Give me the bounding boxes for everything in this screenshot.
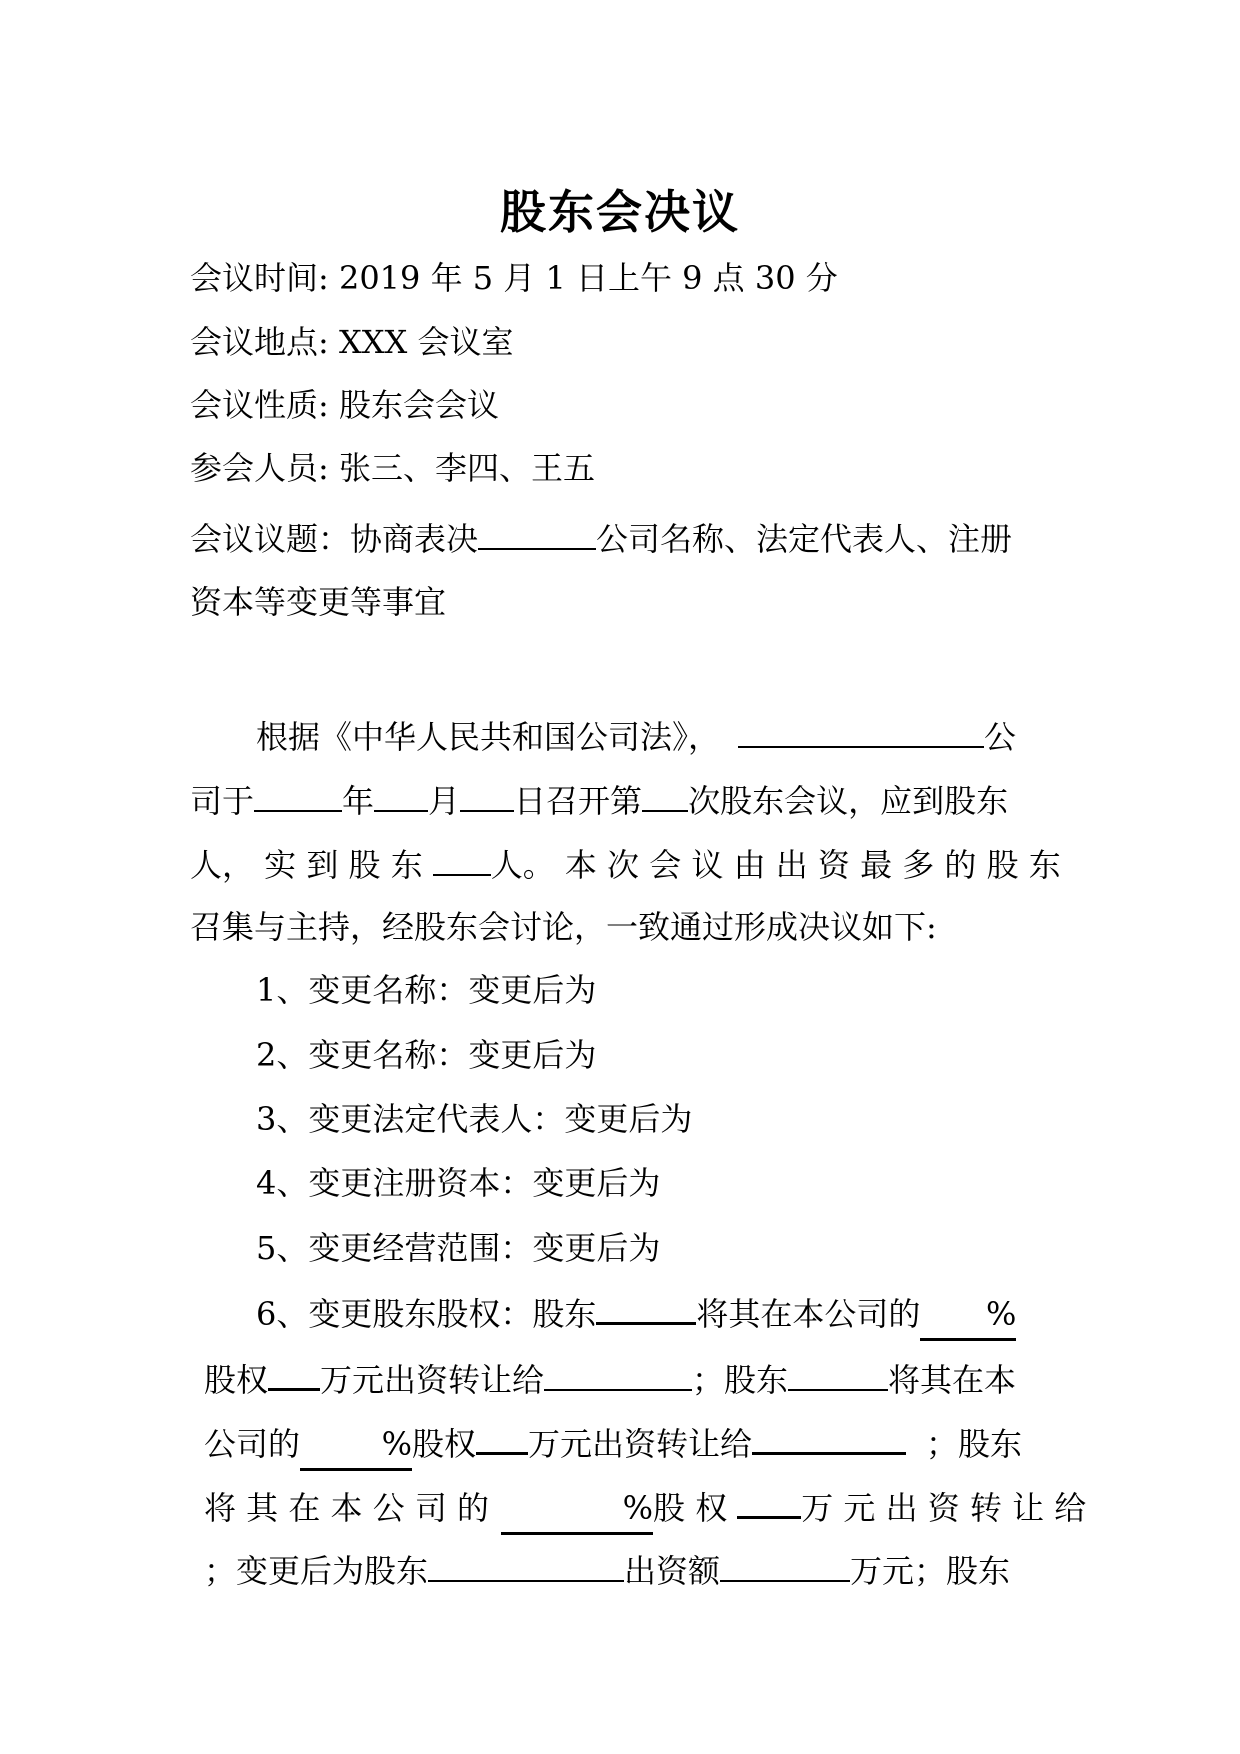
- body-line-9: [204, 1482, 1087, 1535]
- para1-text: 根据《中华人民共和国公司法》，: [256, 718, 721, 756]
- list-item-6: [256, 1288, 1126, 1341]
- meeting-topic-line2: 资本等变更等事宜: [190, 583, 447, 621]
- list-item: 5、变更经营范围：变更后为: [256, 1229, 661, 1267]
- l7-text-a: 股权: [204, 1361, 269, 1399]
- meeting-topic-line1: [190, 514, 1060, 563]
- body-line-10: [204, 1546, 1074, 1595]
- l8-text-c: 万元出资转让给: [528, 1425, 753, 1463]
- attendees: 参会人员: 张三、李四、王五: [190, 449, 595, 487]
- blank-amount[interactable]: [737, 1482, 801, 1519]
- blank-month[interactable]: [374, 776, 428, 812]
- blank-shareholder[interactable]: [596, 1288, 696, 1325]
- meeting-place: 会议地点: XXX 会议室: [190, 323, 514, 361]
- para2-text-d: 日召开第: [514, 782, 643, 820]
- l10-text-a: ；变更后为股东: [204, 1552, 429, 1590]
- blank-transferee[interactable]: [544, 1355, 692, 1391]
- percent-field[interactable]: %: [920, 1290, 1016, 1341]
- meeting-nature: 会议性质: 股东会会议: [190, 386, 499, 424]
- para3-text-b: 人。 本 次 会 议 由 出 资 最 多 的 股 东: [490, 846, 1061, 884]
- page-title: 股东会决议: [500, 185, 740, 239]
- percent-field[interactable]: %: [501, 1484, 653, 1535]
- para2-text-e: 次股东会议，应到股东: [688, 782, 1009, 820]
- blank-field[interactable]: [738, 712, 984, 748]
- body-line-7: [204, 1354, 1074, 1404]
- l8-text-a: 公司的: [204, 1425, 301, 1463]
- blank-capital[interactable]: [720, 1546, 850, 1582]
- blank-amount[interactable]: [476, 1418, 528, 1455]
- body-para-line2: [190, 776, 1060, 825]
- topic-suffix: 公司名称、法定代表人、注册: [596, 520, 1013, 558]
- l9-text-b: 股 权: [653, 1489, 728, 1527]
- blank-session[interactable]: [642, 776, 688, 812]
- body-line-8: [204, 1418, 1074, 1471]
- l8-text-b: 股权: [412, 1425, 477, 1463]
- l8-text-d: ；股东: [926, 1425, 1023, 1463]
- para1-end: 公: [984, 718, 1017, 756]
- meeting-time: 会议时间: 2019 年 5 月 1 日上午 9 点 30 分: [190, 259, 838, 297]
- blank-day[interactable]: [460, 776, 514, 812]
- l7-text-b: 万元出资转让给: [320, 1361, 545, 1399]
- topic-prefix: 会议议题：协商表决: [190, 520, 479, 558]
- para2-text-a: 司于: [190, 782, 255, 820]
- para2-text-b: 年: [342, 782, 375, 820]
- para3-text-a: 人， 实 到 股 东: [190, 846, 423, 884]
- l9-text-a: 将 其 在 本 公 司 的: [204, 1489, 490, 1527]
- blank-year[interactable]: [254, 776, 342, 812]
- l10-text-b: 出资额: [624, 1552, 721, 1590]
- list-item: 4、变更注册资本：变更后为: [256, 1164, 661, 1202]
- blank-shareholder[interactable]: [428, 1546, 624, 1582]
- list-item: 2、变更名称：变更后为: [256, 1036, 597, 1074]
- item6-text-a: 6、变更股东股权：股东: [256, 1295, 597, 1333]
- l7-text-d: 将其在本: [888, 1361, 1017, 1399]
- body-para-line1: [190, 712, 1060, 761]
- blank-amount[interactable]: [268, 1354, 320, 1391]
- body-para-line4: 召集与主持，经股东会讨论，一致通过形成决议如下:: [190, 908, 937, 946]
- l7-text-c: ；股东: [692, 1361, 789, 1399]
- item6-text-b: 将其在本公司的: [696, 1295, 921, 1333]
- para2-text-c: 月: [428, 782, 461, 820]
- list-item: 3、变更法定代表人：变更后为: [256, 1100, 693, 1138]
- blank-transferee[interactable]: [752, 1418, 906, 1455]
- l9-text-c: 万 元 出 资 转 让 给: [801, 1489, 1087, 1527]
- l10-text-c: 万元；股东: [850, 1552, 1011, 1590]
- blank-field[interactable]: [478, 514, 596, 550]
- percent-field[interactable]: %: [300, 1420, 412, 1471]
- blank-shareholder[interactable]: [788, 1355, 888, 1391]
- body-para-line3: [190, 840, 1060, 889]
- blank-present-count[interactable]: [433, 840, 491, 876]
- list-item: 1、变更名称：变更后为: [256, 971, 597, 1009]
